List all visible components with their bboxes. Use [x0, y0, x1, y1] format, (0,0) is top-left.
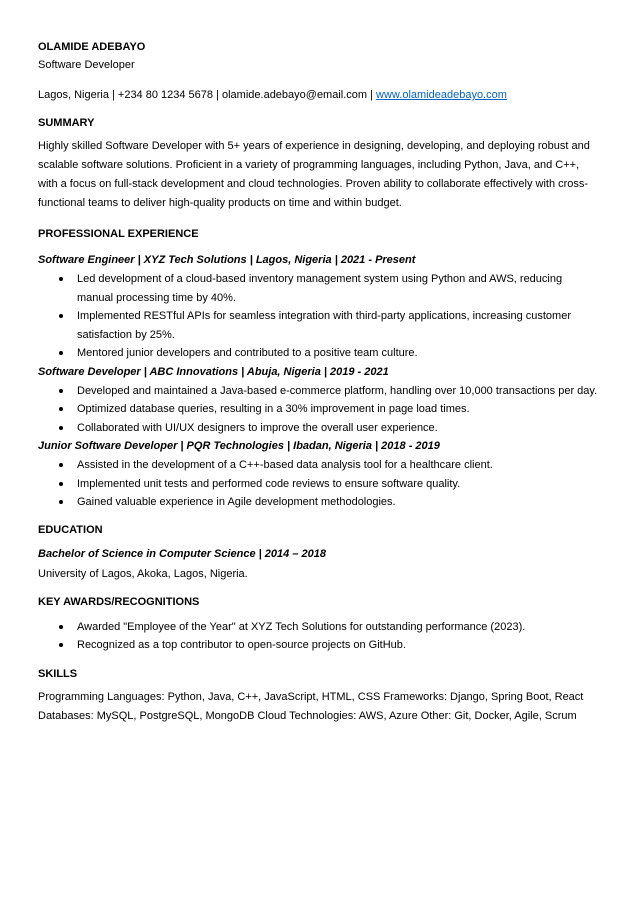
- list-item: [38, 400, 598, 419]
- website-link[interactable]: www.olamideadebayo.com: [376, 89, 507, 101]
- summary-text: Highly skilled Software Developer with 5+ years of experience in designing, developing, and deploying robust and scalable software solutions. Proficient in a variety of programming languages, including Python, Java, and C++, with a focus on full-stack development and cloud technologies. Proven ability to collaborate effectively with cross-functional teams to deliver high-quality products on time and within budget.: [38, 140, 590, 209]
- bullet-text: Implemented RESTful APIs for seamless integration with third-party applications, increasing customer satisfaction by 25%.: [77, 310, 571, 341]
- bullet-text: Implemented unit tests and performed code reviews to ensure software quality.: [77, 477, 461, 490]
- job-bullets: [38, 270, 598, 363]
- bullet-text: Developed and maintained a Java-based e-commerce platform, handling over 10,000 transactions per day.: [77, 384, 598, 397]
- experience-heading: PROFESSIONAL EXPERIENCE: [38, 228, 199, 240]
- education-heading: EDUCATION: [38, 523, 103, 536]
- candidate-title: Software Developer: [38, 59, 135, 71]
- awards-list: [38, 618, 598, 655]
- awards-heading: KEY AWARDS/RECOGNITIONS: [38, 595, 200, 608]
- list-item: [38, 344, 598, 363]
- bullet-icon: [59, 277, 63, 281]
- list-item: [38, 382, 598, 401]
- list-item: [38, 419, 598, 438]
- job-bullets: [38, 382, 598, 438]
- bullet-text: Gained valuable experience in Agile development methodologies.: [77, 496, 396, 508]
- candidate-name: OLAMIDE ADEBAYO: [38, 41, 146, 53]
- bullet-icon: [59, 463, 63, 467]
- list-item: [38, 270, 598, 307]
- bullet-icon: [59, 482, 63, 486]
- skills-heading: SKILLS: [38, 667, 78, 680]
- list-item: [38, 307, 598, 344]
- bullet-text: Awarded "Employee of the Year" at XYZ Tech Solutions for outstanding performance (2023).: [77, 620, 526, 633]
- bullet-icon: [59, 426, 63, 430]
- list-item: [38, 475, 598, 494]
- job-bullets: [38, 456, 598, 512]
- skills-line: Programming Languages: Python, Java, C++, JavaScript, HTML, CSS Frameworks: Django, Spring Boot, React: [38, 690, 584, 703]
- bullet-text: Recognized as a top contributor to open-source projects on GitHub.: [77, 639, 406, 651]
- contact-line: [38, 88, 598, 103]
- degree-title: Bachelor of Science in Computer Science | 2014 – 2018: [38, 547, 326, 560]
- resume-content: [38, 40, 598, 726]
- job-title: Junior Software Developer | PQR Technologies | Ibadan, Nigeria | 2018 - 2019: [38, 440, 440, 452]
- summary-heading: SUMMARY: [38, 117, 95, 129]
- bullet-icon: [59, 389, 63, 393]
- list-item: [38, 456, 598, 475]
- bullet-text: Led development of a cloud-based inventory management system using Python and AWS, reducing manual processing time by 40%.: [77, 273, 563, 304]
- bullet-icon: [59, 314, 63, 318]
- bullet-icon: [59, 407, 63, 411]
- list-item: [38, 636, 598, 655]
- school-name: University of Lagos, Akoka, Lagos, Nigeria.: [38, 567, 248, 580]
- bullet-icon: [59, 500, 63, 504]
- skills-line: Databases: MySQL, PostgreSQL, MongoDB Cloud Technologies: AWS, Azure Other: Git, Docker, Agile, Scrum: [38, 709, 577, 722]
- bullet-icon: [59, 625, 63, 629]
- list-item: [38, 618, 598, 637]
- bullet-text: Assisted in the development of a C++-based data analysis tool for a healthcare client.: [77, 459, 493, 471]
- contact-details: Lagos, Nigeria | +234 80 1234 5678 | olamide.adebayo@email.com |: [38, 89, 377, 101]
- list-item: [38, 493, 598, 512]
- bullet-icon: [59, 643, 63, 647]
- job-title: Software Engineer | XYZ Tech Solutions | Lagos, Nigeria | 2021 - Present: [38, 254, 416, 266]
- bullet-icon: [59, 351, 63, 355]
- job-title: Software Developer | ABC Innovations | Abuja, Nigeria | 2019 - 2021: [38, 365, 389, 378]
- bullet-text: Collaborated with UI/UX designers to improve the overall user experience.: [77, 421, 438, 434]
- bullet-text: Optimized database queries, resulting in a 30% improvement in page load times.: [77, 403, 470, 415]
- bullet-text: Mentored junior developers and contributed to a positive team culture.: [77, 347, 418, 359]
